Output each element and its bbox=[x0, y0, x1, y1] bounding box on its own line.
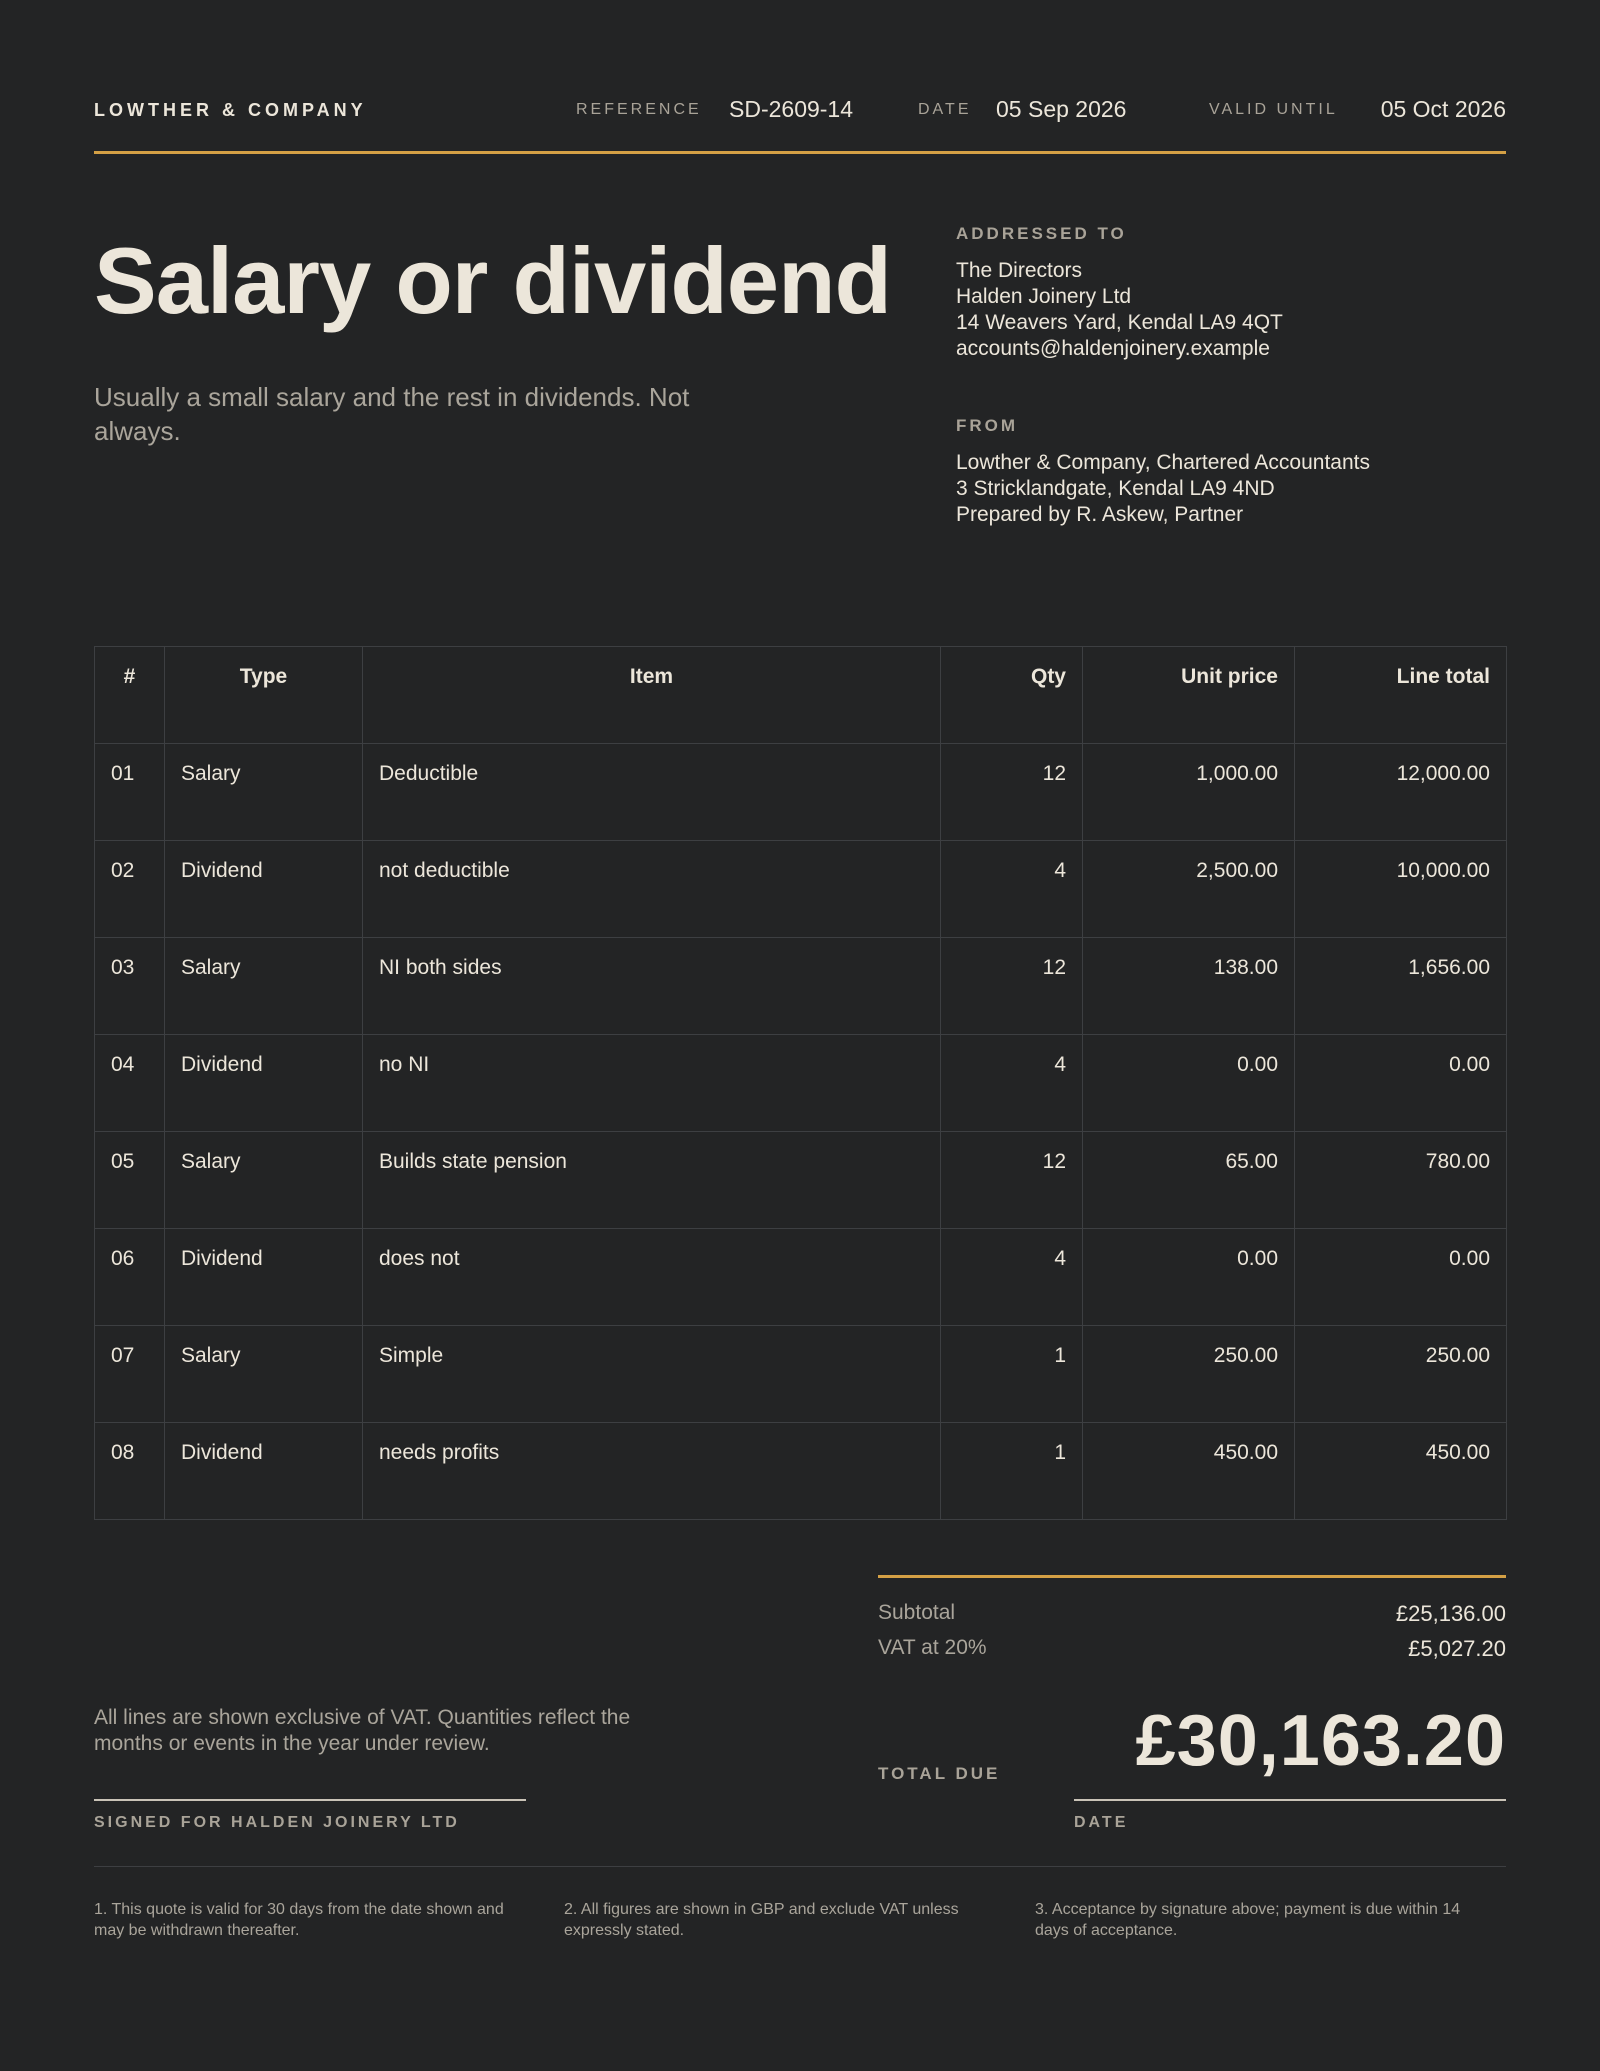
line-items-table-wrap bbox=[94, 646, 1506, 1520]
row-type: Salary bbox=[165, 1326, 363, 1423]
line-items-table bbox=[94, 646, 1507, 1520]
row-line-total: 0.00 bbox=[1295, 1229, 1507, 1326]
row-line-total: 10,000.00 bbox=[1295, 841, 1507, 938]
addressed-to-label: ADDRESSED TO bbox=[956, 224, 1127, 243]
table-row bbox=[95, 1035, 1507, 1132]
row-line-total: 12,000.00 bbox=[1295, 744, 1507, 841]
row-line-total: 450.00 bbox=[1295, 1423, 1507, 1520]
signature-date-label: DATE bbox=[1074, 1814, 1129, 1831]
row-number: 08 bbox=[95, 1423, 165, 1520]
from-line: 3 Stricklandgate, Kendal LA9 4ND bbox=[956, 477, 1275, 500]
row-item: Builds state pension bbox=[363, 1132, 941, 1229]
row-number: 03 bbox=[95, 938, 165, 1035]
quote-document bbox=[94, 0, 1506, 2071]
totals-divider bbox=[878, 1575, 1506, 1578]
document-header bbox=[94, 96, 1506, 124]
date-value: 05 Sep 2026 bbox=[996, 96, 1127, 122]
valid-until-value: 05 Oct 2026 bbox=[1380, 96, 1506, 122]
row-type: Dividend bbox=[165, 1035, 363, 1132]
subtotal-label: Subtotal bbox=[878, 1601, 956, 1624]
address-line: The Directors bbox=[956, 259, 1083, 282]
signed-for-label: SIGNED FOR HALDEN JOINERY LTD bbox=[94, 1814, 460, 1831]
table-row bbox=[95, 1229, 1507, 1326]
row-item: NI both sides bbox=[363, 938, 941, 1035]
row-line-total: 0.00 bbox=[1295, 1035, 1507, 1132]
valid-until-label: VALID UNTIL bbox=[1209, 101, 1338, 118]
table-row bbox=[95, 1132, 1507, 1229]
footer-divider bbox=[94, 1866, 1506, 1867]
total-due-value: £30,163.20 bbox=[1135, 1701, 1506, 1781]
row-unit-price: 1,000.00 bbox=[1083, 744, 1295, 841]
address-email: accounts@haldenjoinery.example bbox=[956, 337, 1270, 360]
from-line: Prepared by R. Askew, Partner bbox=[956, 503, 1244, 526]
vat-note: All lines are shown exclusive of VAT. Quantities reflect the months or events in the year under review. bbox=[94, 1706, 631, 1755]
reference-value: SD-2609-14 bbox=[729, 96, 854, 122]
table-header-row bbox=[95, 647, 1507, 744]
table-row bbox=[95, 744, 1507, 841]
row-item: Simple bbox=[363, 1326, 941, 1423]
footnote: 3. Acceptance by signature above; payment is due within 14 days of acceptance. bbox=[1035, 1901, 1461, 1939]
addressed-to-block bbox=[956, 258, 1283, 362]
row-qty: 4 bbox=[941, 841, 1083, 938]
row-qty: 12 bbox=[941, 1132, 1083, 1229]
column-header-unit-price: Unit price bbox=[1083, 647, 1295, 744]
row-number: 01 bbox=[95, 744, 165, 841]
column-header-qty: Qty bbox=[941, 647, 1083, 744]
address-line: 14 Weavers Yard, Kendal LA9 4QT bbox=[956, 311, 1283, 334]
date-label: DATE bbox=[918, 101, 972, 118]
vat-value: £5,027.20 bbox=[1408, 1636, 1506, 1661]
row-type: Dividend bbox=[165, 1229, 363, 1326]
row-qty: 12 bbox=[941, 744, 1083, 841]
header-divider bbox=[94, 151, 1506, 154]
row-item: needs profits bbox=[363, 1423, 941, 1520]
table-row bbox=[95, 1423, 1507, 1520]
row-item: does not bbox=[363, 1229, 941, 1326]
row-qty: 4 bbox=[941, 1229, 1083, 1326]
row-qty: 1 bbox=[941, 1423, 1083, 1520]
row-unit-price: 2,500.00 bbox=[1083, 841, 1295, 938]
row-type: Dividend bbox=[165, 841, 363, 938]
subtotal-value: £25,136.00 bbox=[1395, 1601, 1506, 1626]
row-type: Dividend bbox=[165, 1423, 363, 1520]
row-item: no NI bbox=[363, 1035, 941, 1132]
from-line: Lowther & Company, Chartered Accountants bbox=[956, 451, 1371, 474]
row-qty: 12 bbox=[941, 938, 1083, 1035]
reference-label: REFERENCE bbox=[576, 101, 702, 118]
brand-name: LOWTHER & COMPANY bbox=[94, 100, 367, 120]
footnote: 1. This quote is valid for 30 days from the date shown and may be withdrawn thereafter. bbox=[94, 1901, 504, 1939]
row-unit-price: 0.00 bbox=[1083, 1229, 1295, 1326]
column-header-item: Item bbox=[363, 647, 941, 744]
row-unit-price: 65.00 bbox=[1083, 1132, 1295, 1229]
row-number: 05 bbox=[95, 1132, 165, 1229]
row-unit-price: 450.00 bbox=[1083, 1423, 1295, 1520]
column-header-number: # bbox=[95, 647, 165, 744]
row-line-total: 250.00 bbox=[1295, 1326, 1507, 1423]
table-row bbox=[95, 1326, 1507, 1423]
signature-line[interactable] bbox=[94, 1799, 526, 1801]
table-row bbox=[95, 938, 1507, 1035]
row-type: Salary bbox=[165, 938, 363, 1035]
row-number: 02 bbox=[95, 841, 165, 938]
from-label: FROM bbox=[956, 416, 1019, 435]
row-unit-price: 0.00 bbox=[1083, 1035, 1295, 1132]
row-type: Salary bbox=[165, 1132, 363, 1229]
row-line-total: 780.00 bbox=[1295, 1132, 1507, 1229]
from-block bbox=[956, 450, 1370, 528]
page-subtitle: Usually a small salary and the rest in dividends. Not always. bbox=[94, 382, 690, 446]
signature-date-line[interactable] bbox=[1074, 1799, 1506, 1801]
address-line: Halden Joinery Ltd bbox=[956, 285, 1132, 308]
row-qty: 4 bbox=[941, 1035, 1083, 1132]
row-item: Deductible bbox=[363, 744, 941, 841]
row-qty: 1 bbox=[941, 1326, 1083, 1423]
vat-label: VAT at 20% bbox=[878, 1636, 987, 1659]
row-number: 06 bbox=[95, 1229, 165, 1326]
table-row bbox=[95, 841, 1507, 938]
total-due-label: TOTAL DUE bbox=[878, 1764, 1001, 1783]
row-item: not deductible bbox=[363, 841, 941, 938]
page-title: Salary or dividend bbox=[94, 228, 891, 333]
row-number: 04 bbox=[95, 1035, 165, 1132]
column-header-type: Type bbox=[165, 647, 363, 744]
row-line-total: 1,656.00 bbox=[1295, 938, 1507, 1035]
row-unit-price: 250.00 bbox=[1083, 1326, 1295, 1423]
footnote: 2. All figures are shown in GBP and exclude VAT unless expressly stated. bbox=[564, 1901, 959, 1939]
column-header-line-total: Line total bbox=[1295, 647, 1507, 744]
row-number: 07 bbox=[95, 1326, 165, 1423]
row-unit-price: 138.00 bbox=[1083, 938, 1295, 1035]
row-type: Salary bbox=[165, 744, 363, 841]
